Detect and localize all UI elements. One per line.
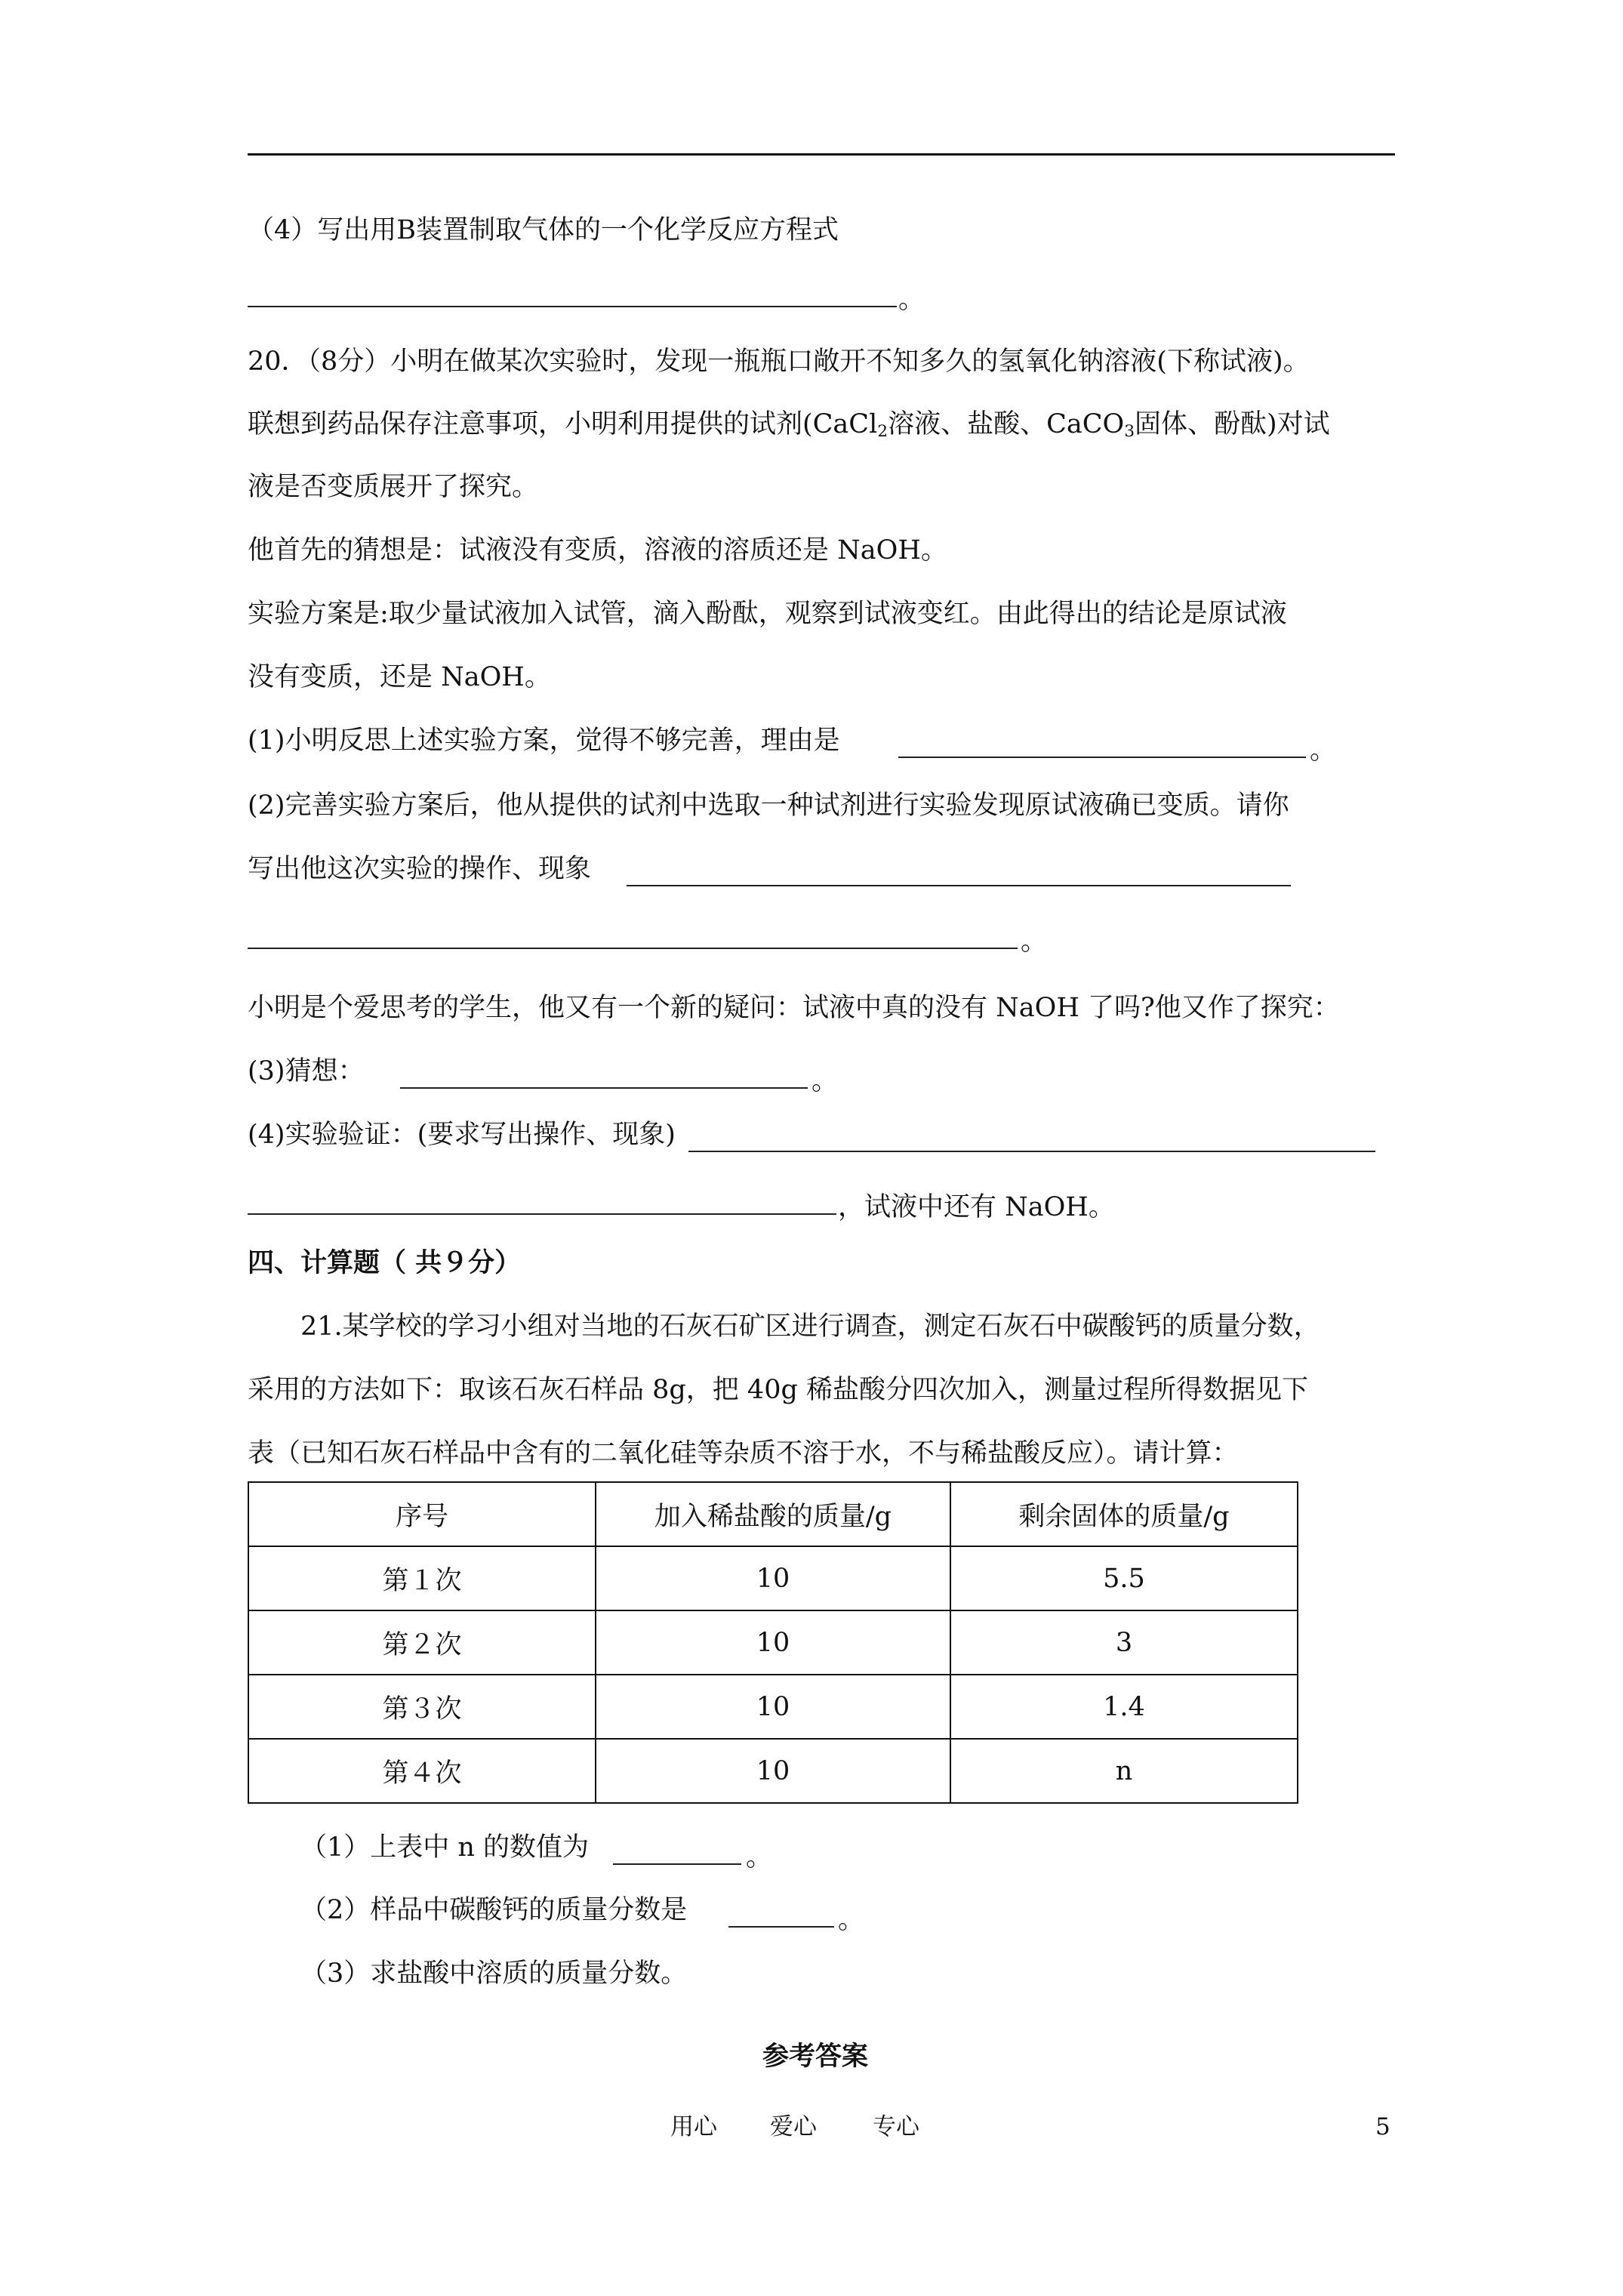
table-cell: 第１次 bbox=[248, 1546, 596, 1610]
q19-part4-end: 。 bbox=[898, 285, 925, 315]
header-rule bbox=[248, 153, 1395, 156]
q20-line2: 联想到药品保存注意事项，小明利用提供的试剂(CaCl$_2$溶液、盐酸、CaCO$_3$固体、酚酞)对试 bbox=[248, 409, 1330, 441]
q20-part4-text: (4)实验验证：(要求写出操作、现象) bbox=[248, 1120, 676, 1150]
table-cell: 第４次 bbox=[248, 1739, 596, 1803]
q20-part3-end: 。 bbox=[812, 1066, 839, 1096]
q21-line3: 表（已知石灰石样品中含有的二氧化硅等杂质不溶于水，不与稀盐酸反应）。请计算： bbox=[248, 1438, 1239, 1469]
table-cell: 5.5 bbox=[950, 1546, 1298, 1610]
table-cell: n bbox=[950, 1739, 1298, 1803]
q20-part4-answer-blank-2[interactable] bbox=[248, 1213, 836, 1215]
q19-part4-answer-blank[interactable] bbox=[248, 306, 897, 307]
q21-sub1-text: （1）上表中 n 的数值为 bbox=[300, 1832, 590, 1863]
table-cell: 1.4 bbox=[950, 1675, 1298, 1739]
answers-heading: 参考答案 bbox=[762, 2041, 869, 2072]
q20-part1-text: (1)小明反思上述实验方案，觉得不够完善，理由是 bbox=[248, 726, 840, 756]
q20-line3: 液是否变质展开了探究。 bbox=[248, 472, 539, 502]
q21-line2: 采用的方法如下：取该石灰石样品 8g，把 40g 稀盐酸分四次加入，测量过程所得数据见下 bbox=[248, 1375, 1308, 1405]
footer-text-middle: 爱心 bbox=[770, 2113, 817, 2140]
table-row bbox=[248, 1610, 1298, 1675]
q20-line1: 20．（8分）小明在做某次实验时，发现一瓶瓶口敞开不知多久的氢氧化钠溶液(下称试液)。 bbox=[248, 347, 1310, 377]
page-number: 5 bbox=[1375, 2113, 1390, 2140]
table-cell: 第２次 bbox=[248, 1610, 596, 1675]
table-cell: 10 bbox=[596, 1610, 950, 1675]
q20-part2-line1: (2)完善实验方案后，他从提供的试剂中选取一种试剂进行实验发现原试液确已变质。请你 bbox=[248, 791, 1289, 821]
q20-part1-end: 。 bbox=[1310, 735, 1337, 766]
q21-sub3-text: （3）求盐酸中溶质的质量分数。 bbox=[300, 1959, 688, 1989]
q20-part2-line2: 写出他这次实验的操作、现象 bbox=[248, 854, 592, 884]
q20-part3-text: (3)猜想： bbox=[248, 1056, 365, 1086]
table-cell: 10 bbox=[596, 1546, 950, 1610]
table-row bbox=[248, 1739, 1298, 1803]
footer-text-right: 专心 bbox=[873, 2113, 919, 2140]
footer-text-left: 用心 bbox=[670, 2113, 717, 2140]
q20-plan-line1: 实验方案是:取少量试液加入试管，滴入酚酞，观察到试液变红。由此得出的结论是原试液 bbox=[248, 599, 1287, 629]
section4-heading: 四、计算题（ 共９分） bbox=[248, 1247, 522, 1278]
table-row bbox=[248, 1546, 1298, 1610]
q19-part4-text: （4）写出用B装置制取气体的一个化学反应方程式 bbox=[248, 215, 839, 245]
q20-plan-line2: 没有变质，还是 NaOH。 bbox=[248, 662, 551, 692]
q21-sub2-answer-blank[interactable] bbox=[728, 1926, 834, 1928]
q21-sub1-end: 。 bbox=[746, 1842, 773, 1872]
table-cell: 3 bbox=[950, 1610, 1298, 1675]
q20-new-question: 小明是个爱思考的学生，他又有一个新的疑问：试液中真的没有 NaOH 了吗?他又作了探究： bbox=[248, 993, 1340, 1023]
table-cell: 10 bbox=[596, 1675, 950, 1739]
table-header-cell: 序号 bbox=[248, 1482, 596, 1546]
table-header-cell: 加入稀盐酸的质量/g bbox=[596, 1482, 950, 1546]
q20-part4-end: ，试液中还有 NaOH。 bbox=[838, 1192, 1115, 1222]
q21-data-table bbox=[248, 1481, 1298, 1804]
q20-part4-answer-blank-1[interactable] bbox=[688, 1151, 1375, 1152]
table-header-row bbox=[248, 1482, 1298, 1546]
q20-guess: 他首先的猜想是：试液没有变质，溶液的溶质还是 NaOH。 bbox=[248, 535, 947, 566]
q20-part2-end: 。 bbox=[1021, 926, 1048, 957]
table-row bbox=[248, 1675, 1298, 1739]
table-header-cell: 剩余固体的质量/g bbox=[950, 1482, 1298, 1546]
q20-part3-answer-blank[interactable] bbox=[400, 1087, 808, 1089]
q21-line1: 21.某学校的学习小组对当地的石灰石矿区进行调查，测定石灰石中碳酸钙的质量分数， bbox=[300, 1311, 1320, 1342]
table-cell: 10 bbox=[596, 1739, 950, 1803]
q21-sub1-answer-blank[interactable] bbox=[613, 1863, 741, 1865]
q20-part2-answer-blank-2[interactable] bbox=[248, 948, 1018, 949]
q20-part1-answer-blank[interactable] bbox=[898, 757, 1306, 758]
table-cell: 第３次 bbox=[248, 1675, 596, 1739]
q20-part2-answer-blank-1[interactable] bbox=[627, 885, 1291, 886]
q21-sub2-end: 。 bbox=[838, 1905, 865, 1935]
q21-sub2-text: （2）样品中碳酸钙的质量分数是 bbox=[300, 1895, 688, 1925]
